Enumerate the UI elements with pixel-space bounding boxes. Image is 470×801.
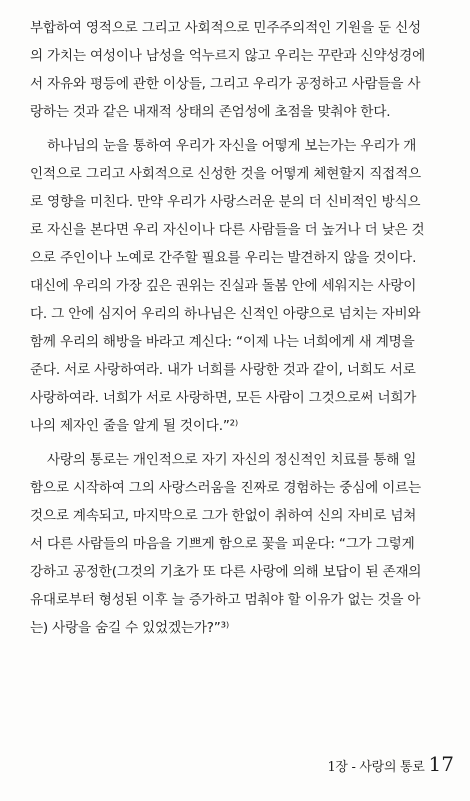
running-head: 1장 - 사랑의 통로 bbox=[327, 760, 425, 775]
text-line: 서 자유와 평등에 관한 이상들, 그리고 우리가 공정하고 사람들을 사 bbox=[30, 76, 421, 92]
page-number: 17 bbox=[428, 752, 454, 776]
text-line: 강하고 공정한(그것의 기초가 또 다른 사랑에 의해 보답이 된 존재의 bbox=[30, 564, 422, 580]
text-line: 사랑하여라. 너희가 서로 사랑하면, 모든 사람이 그것으로써 너희가 bbox=[30, 390, 417, 406]
text-line: 유대로부터 형성된 이후 늘 증가하고 멈춰야 할 이유가 없는 것을 아 bbox=[30, 592, 421, 608]
text-line: 하나님의 눈을 통하여 우리가 자신을 어떻게 보는가는 우리가 개 bbox=[47, 138, 417, 154]
text-line: 서 다른 사람들의 마음을 기쁘게 함으로 꽃을 피운다: “그가 그렇게 bbox=[30, 536, 415, 552]
text-line: 는) 사랑을 숨길 수 있었겠는가?”³⁾ bbox=[30, 620, 230, 636]
text-line: 인적으로 그리고 사회적으로 신성한 것을 어떻게 체현할지 직접적으 bbox=[30, 166, 421, 182]
text-line: 사랑의 통로는 개인적으로 자기 자신의 정신적인 치료를 통해 일 bbox=[47, 452, 417, 468]
page-body bbox=[30, 14, 454, 648]
text-line: 랑하는 것과 같은 내재적 상태의 존엄성에 초점을 맞춰야 한다. bbox=[30, 104, 391, 120]
text-line: 함으로 시작하여 그의 사랑스러움을 진짜로 경험하는 중심에 이르는 bbox=[30, 480, 421, 496]
text-line: 로 영향을 미친다. 만약 우리가 사랑스러운 분의 더 신비적인 방식으 bbox=[30, 194, 421, 210]
text-line: 로 자신을 본다면 우리 자신이나 다른 사람들을 더 높거나 더 낮은 것 bbox=[30, 222, 425, 238]
paragraph-2 bbox=[30, 132, 454, 440]
text-line: 다. 그 안에 심지어 우리의 하나님은 신적인 아량으로 넘치는 자비와 bbox=[30, 306, 421, 322]
page-footer bbox=[327, 752, 454, 776]
paragraph-3 bbox=[30, 446, 454, 642]
text-line: 것으로 계속되고, 마지막으로 그가 한없이 취하여 신의 자비로 넘쳐 bbox=[30, 508, 417, 524]
text-line: 대신에 우리의 가장 깊은 권위는 진실과 돌봄 안에 세워지는 사랑이 bbox=[30, 278, 417, 294]
paragraph-1 bbox=[30, 14, 454, 126]
text-line: 나의 제자인 줄을 알게 될 것이다.”²⁾ bbox=[30, 418, 239, 434]
text-line: 의 가치는 여성이나 남성을 억누르지 않고 우리는 꾸란과 신약성경에 bbox=[30, 48, 426, 64]
text-line: 으로 주인이나 노예로 간주할 필요를 우리는 발견하지 않을 것이다. bbox=[30, 250, 417, 266]
text-line: 함께 우리의 해방을 바라고 계신다: “이제 나는 너희에게 새 계명을 bbox=[30, 334, 415, 350]
text-line: 준다. 서로 사랑하여라. 내가 너희를 사랑한 것과 같이, 너희도 서로 bbox=[30, 362, 416, 378]
text-line: 부합하여 영적으로 그리고 사회적으로 민주주의적인 기원을 둔 신성 bbox=[30, 20, 421, 36]
